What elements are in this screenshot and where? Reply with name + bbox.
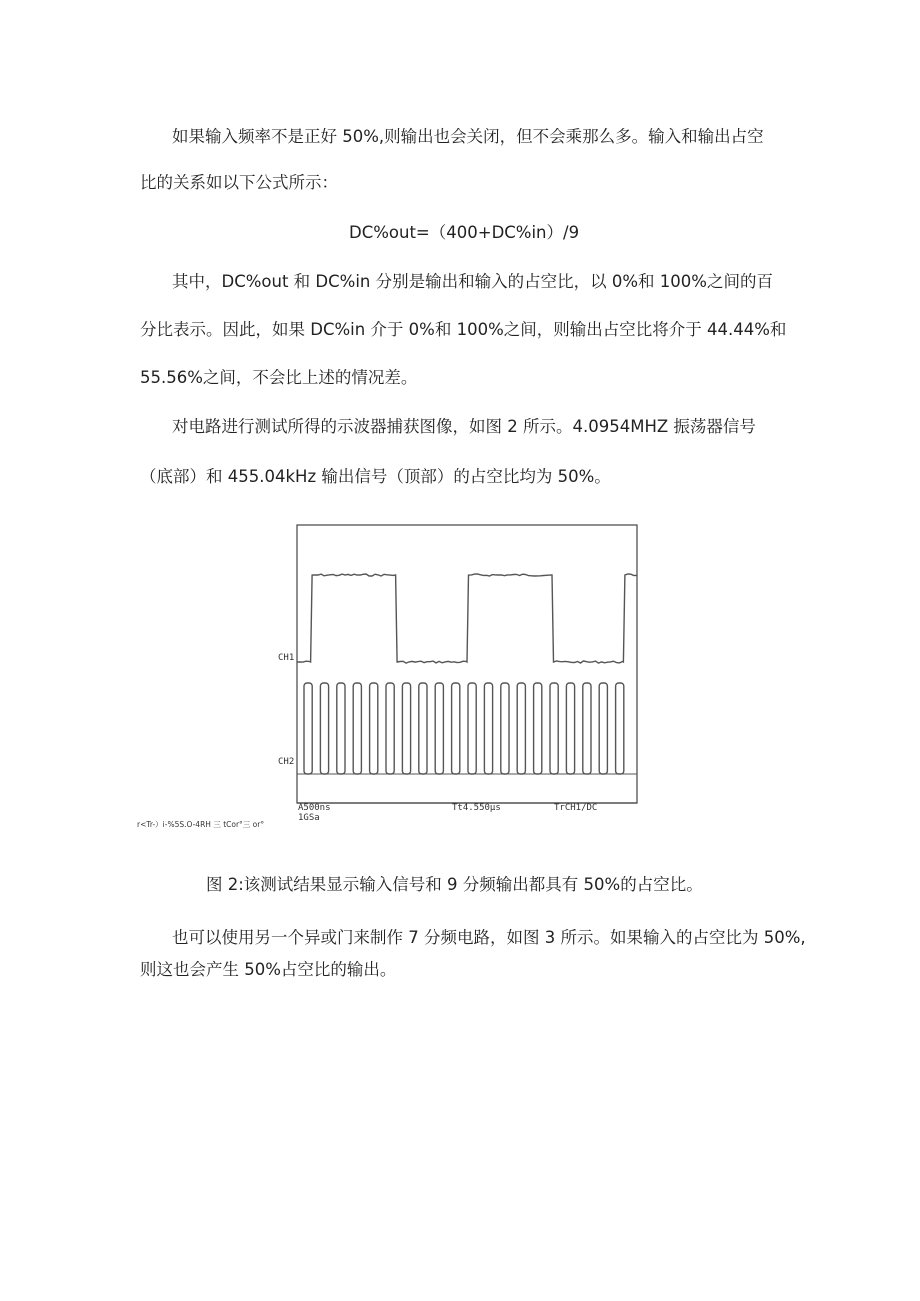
scope-border xyxy=(297,525,637,803)
paragraph-2-line-2: 分比表示。因此，如果 DC%in 介于 0%和 100%之间，则输出占空比将介于 44.44%和 xyxy=(140,320,787,339)
trigger-source-readout: TrCH1/DC xyxy=(554,803,598,813)
formula: DC%out=（400+DC%in）/9 xyxy=(349,223,580,242)
figure-artifact-text: r<Tr-）i-%5S.O-4RH 三 tCor°三 or° xyxy=(137,820,265,829)
paragraph-2-line-1: 其中，DC%out 和 DC%in 分别是输出和输入的占空比，以 0%和 100%之间的百 xyxy=(172,272,773,291)
paragraph-4-line-1: 也可以使用另一个异或门来制作 7 分频电路，如图 3 所示。如果输入的占空比为 50%, xyxy=(172,928,806,947)
figure-caption: 图 2:该测试结果显示输入信号和 9 分频输出都具有 50%的占空比。 xyxy=(206,875,703,894)
paragraph-3-line-1: 对电路进行测试所得的示波器捕获图像，如图 2 所示。4.0954MHZ 振荡器信号 xyxy=(172,417,756,436)
oscilloscope-figure xyxy=(276,521,640,826)
ch1-label: CH1 xyxy=(278,653,295,663)
paragraph-2-line-3: 55.56%之间，不会比上述的情况差。 xyxy=(140,368,418,387)
paragraph-3-line-2: （底部）和 455.04kHz 输出信号（顶部）的占空比均为 50%。 xyxy=(140,467,611,486)
paragraph-1-line-1: 如果输入频率不是正好 50%,则输出也会关闭，但不会乘那么多。输入和输出占空 xyxy=(172,127,764,146)
oscilloscope-screen xyxy=(276,521,640,826)
paragraph-1-line-2: 比的关系如以下公式所示： xyxy=(140,173,338,192)
timebase-readout: A500ns xyxy=(298,803,331,813)
paragraph-4-line-2: 则这也会产生 50%占空比的输出。 xyxy=(140,960,397,979)
trigger-time-readout: Tt4.550μs xyxy=(452,803,501,813)
ch2-label: CH2 xyxy=(278,757,295,767)
sample-rate-readout: 1GSa xyxy=(298,813,320,823)
